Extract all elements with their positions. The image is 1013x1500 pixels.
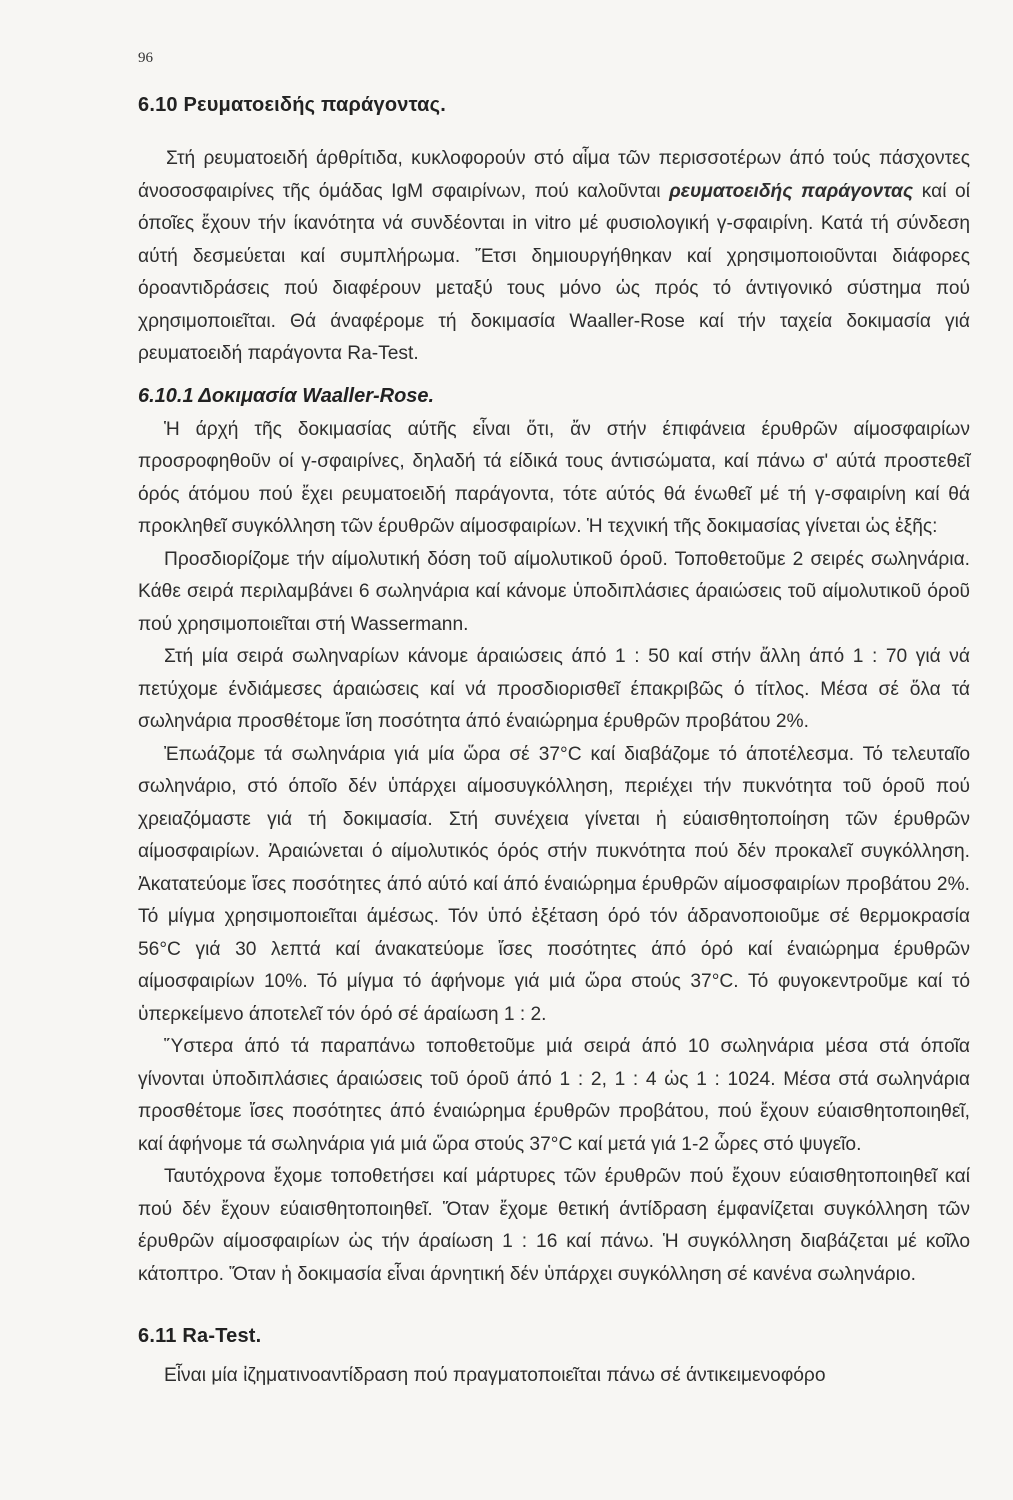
- paragraph: Στή μία σειρά σωληναρίων κάνομε άραιώσεις άπό 1 : 50 καί στήν ἄλλη άπό 1 : 70 γιά νά πετύχομε ένδιάμεσες άραιώσεις καί νά προσδιορισθεῖ έπακριβῶς ό τίτλος. Μέσα σέ ὅλα τά σωληνάρια προσθέτομε ἴση ποσότητα άπό έναιώρημα έρυθρῶν προβάτου 2%.: [138, 646, 970, 732]
- subsection-title-6-10-1: 6.10.1 Δοκιμασία Waaller-Rose.: [138, 384, 435, 407]
- section-title-6-11: 6.11 Ra-Test.: [138, 1325, 262, 1347]
- paragraph: Ὕστερα άπό τά παραπάνω τοποθετοῦμε μιά σειρά άπό 10 σωληνάρια μέσα στά όποῖα γίνονται ὑποδιπλάσιες άραιώσεις τοῦ όροῦ άπό 1 : 2, 1 : 4 ὡς 1 : 1024. Μέσα στά σωληνάρια προσθέτομε ἴσες ποσότητες άπό έναιώρημα έρυθρῶν προβάτου, πού ἔχουν εύαισθητοποιηθεῖ, καί άφήνομε τά σωληνάρια γιά μιά ὥρα στούς 37°C καί μετά γιά 1-2 ὧρες στό ψυγεῖο.: [138, 1036, 970, 1155]
- paragraph: Προσδιορίζομε τήν αίμολυτική δόση τοῦ αίμολυτικοῦ όροῦ. Τοποθετοῦμε 2 σειρές σωληνάρια. Κάθε σειρά περιλαμβάνει 6 σωληνάρια καί κάνομε ὑποδιπλάσιες άραιώσεις τοῦ αίμολυτικοῦ όροῦ πού χρησιμοποιεῖται στή Wassermann.: [138, 548, 970, 635]
- intro-text-part2: καί οί όποῖες ἔχουν τήν ίκανότητα νά συνδέονται in vitro μέ φυσιολογική γ-σφαιρίνη. Κατά τή σύνδεση αύτή δεσμεύεται καί συμπλήρωμα. Ἔτσι δημιουργήθηκαν καί χρησιμοποιοῦνται διάφορες όροαντιδράσεις πού διαφέρουν μεταξύ τους μόνο ὡς πρός τό άντιγονικό σύστημα πού χρησιμοποιεῖται. Θά άναφέρομε τή δοκιμασία Waaller-Rose καί τήν ταχεία δοκιμασία γιά ρευματοειδή παράγοντα Ra-Test.: [138, 180, 970, 364]
- section-title-6-10: 6.10 Ρευματοειδής παράγοντας.: [138, 94, 447, 116]
- paragraph: Εἶναι μία ἰζηματινοαντίδραση πού πραγματοποιεῖται πάνω σέ άντικειμενοφόρο: [164, 1365, 826, 1386]
- intro-paragraph: [138, 143, 970, 371]
- paragraph: Ταυτόχρονα ἔχομε τοποθετήσει καί μάρτυρες τῶν έρυθρῶν πού ἔχουν εύαισθητοποιηθεῖ καί πού δέν ἔχουν εύαισθητοποιηθεῖ. Ὅταν ἔχομε θετική άντίδραση έμφανίζεται συγκόλληση τῶν έρυθρῶν αίμοσφαιρίων ὡς τήν άραίωση 1 : 16 καί πάνω. Ἡ συγκόλληση διαβάζεται μέ κοῖλο κάτοπτρο. Ὅταν ἡ δοκιμασία εἶναι άρνητική δέν ὑπάρχει συγκόλληση σέ κανένα σωληνάριο.: [138, 1166, 970, 1285]
- intro-text-part1: Στή ρευματοειδή άρθρίτιδα, κυκλοφορούν στό αἷμα τῶν περισσοτέρων άπό τούς πάσχοντες άνοσοσφαιρίνες τῆς όμάδας IgM σφαιρίνων, πού καλοῦνται: [138, 148, 970, 202]
- paragraph: Ἡ άρχή τῆς δοκιμασίας αύτῆς εἶναι ὅτι, ἄν στήν έπιφάνεια έρυθρῶν αίμοσφαιρίων προσροφηθοῦν οί γ-σφαιρίνες, δηλαδή τά είδικά τους άντισώματα, καί πάνω σ' αύτά προστεθεῖ όρός άτόμου πού ἔχει ρευματοειδή παράγοντα, τότε αύτός θά ένωθεῖ μέ τή γ-σφαιρίνη καί θά προκληθεῖ συγκόλληση τῶν έρυθρῶν αίμοσφαιρίων. Ἡ τεχνική τῆς δοκιμασίας γίνεται ὡς ἑξῆς:: [138, 418, 970, 537]
- paragraph: Ἐπωάζομε τά σωληνάρια γιά μία ὥρα σέ 37°C καί διαβάζομε τό άποτέλεσμα. Τό τελευταῖο σωληνάριο, στό όποῖο δέν ὑπάρχει αίμοσυγκόλληση, περιέχει τήν πυκνότητα τοῦ όροῦ πού χρειαζόμαστε γιά τή δοκιμασία. Στή συνέχεια γίνεται ἡ εύαισθητοποίηση τῶν έρυθρῶν αίμοσφαιρίων. Ἀραιώνεται ό αίμολυτικός όρός στήν πυκνότητα πού δέν προκαλεῖ συγκόλληση. Ἀκατατεύομε ἴσες ποσότητες άπό αύτό καί άπό έναιώρημα έρυθρῶν αίμοσφαιρίων προβάτου 2%. Τό μίγμα χρησιμοποιεῖται άμέσως. Τόν ὑπό ἐξέταση όρό τόν άδρανοποιοῦμε σέ θερμοκρασία 56°C γιά 30 λεπτά καί άνακατεύομε ἴσες ποσότητες άπό όρό καί έναιώρημα έρυθρῶν αίμοσφαιρίων 10%. Τό μίγμα τό άφήνομε γιά μιά ὥρα στούς 37°C. Τό φυγοκεντροῦμε καί τό ὑπερκείμενο άποτελεῖ τόν όρό σέ άραίωση 1 : 2.: [138, 743, 970, 1025]
- page-content: [138, 94, 970, 1393]
- intro-emphasis: ρευματοειδής παράγοντας: [669, 180, 914, 202]
- page-number: 96: [138, 50, 153, 66]
